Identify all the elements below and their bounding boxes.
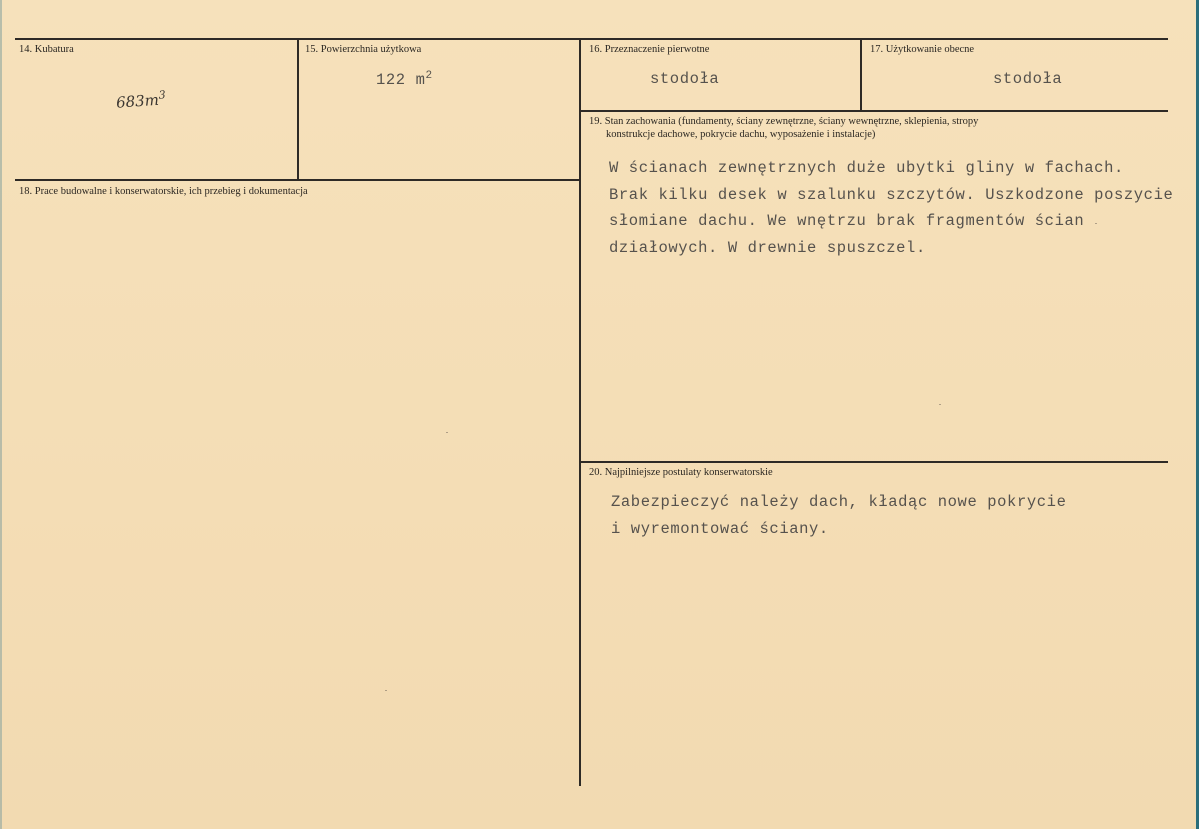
field-19-line: W ścianach zewnętrznych duże ubytki gliny w fachach. [609,159,1124,177]
field-19-line: słomiane dachu. We wnętrzu brak fragmentów ścian [609,212,1085,230]
paper-speck [446,432,448,433]
divider-16-17 [860,38,862,111]
field-14-label: 14. Kubatura [19,44,74,55]
paper-speck [385,690,387,691]
paper-speck [1095,223,1097,224]
field-19-line: Brak kilku desek w szalunku szczytów. Uszkodzone poszycie [609,185,1174,204]
field-14-value-main: 683m [115,90,160,112]
rule-above-20 [579,461,1168,463]
field-20-text [611,489,1066,542]
field-15-value-main: 122 m [376,71,426,90]
top-rule [15,38,1168,40]
field-20-label: 20. Najpilniejsze postulaty konserwatorskie [589,467,773,478]
divider-14-15 [297,38,299,180]
center-divider [579,38,581,786]
field-14-value [115,88,166,111]
field-19-line: działowych. W drewnie spuszczel. [609,238,926,257]
field-17-value: stodoła [993,70,1063,88]
field-16-value: stodoła [650,70,720,88]
field-15-label: 15. Powierzchnia użytkowa [305,44,422,55]
field-19-text [609,155,1173,261]
field-19-label-line1: 19. Stan zachowania (fundamenty, ściany zewnętrzne, ściany wewnętrzne, sklepienia, stropy [589,116,979,127]
card-left-edge [0,0,2,829]
field-17-label: 17. Użytkowanie obecne [870,44,975,55]
field-19-label-line2: konstrukcje dachowe, pokrycie dachu, wyposażenie i instalacje) [606,129,876,140]
field-20-line: Zabezpieczyć należy dach, kładąc nowe pokrycie [611,493,1067,511]
field-20-line: i wyremontować ściany. [611,519,829,538]
field-15-value [376,70,433,89]
field-15-value-exp: 2 [425,70,433,82]
field-16-label: 16. Przeznaczenie pierwotne [589,44,710,55]
rule-under-16-17 [579,110,1168,112]
paper-speck [939,404,941,405]
field-14-value-exp: 3 [158,88,167,102]
rule-under-14-15 [15,179,579,181]
field-18-label: 18. Prace budowalne i konserwatorskie, ich przebieg i dokumentacja [19,186,308,197]
